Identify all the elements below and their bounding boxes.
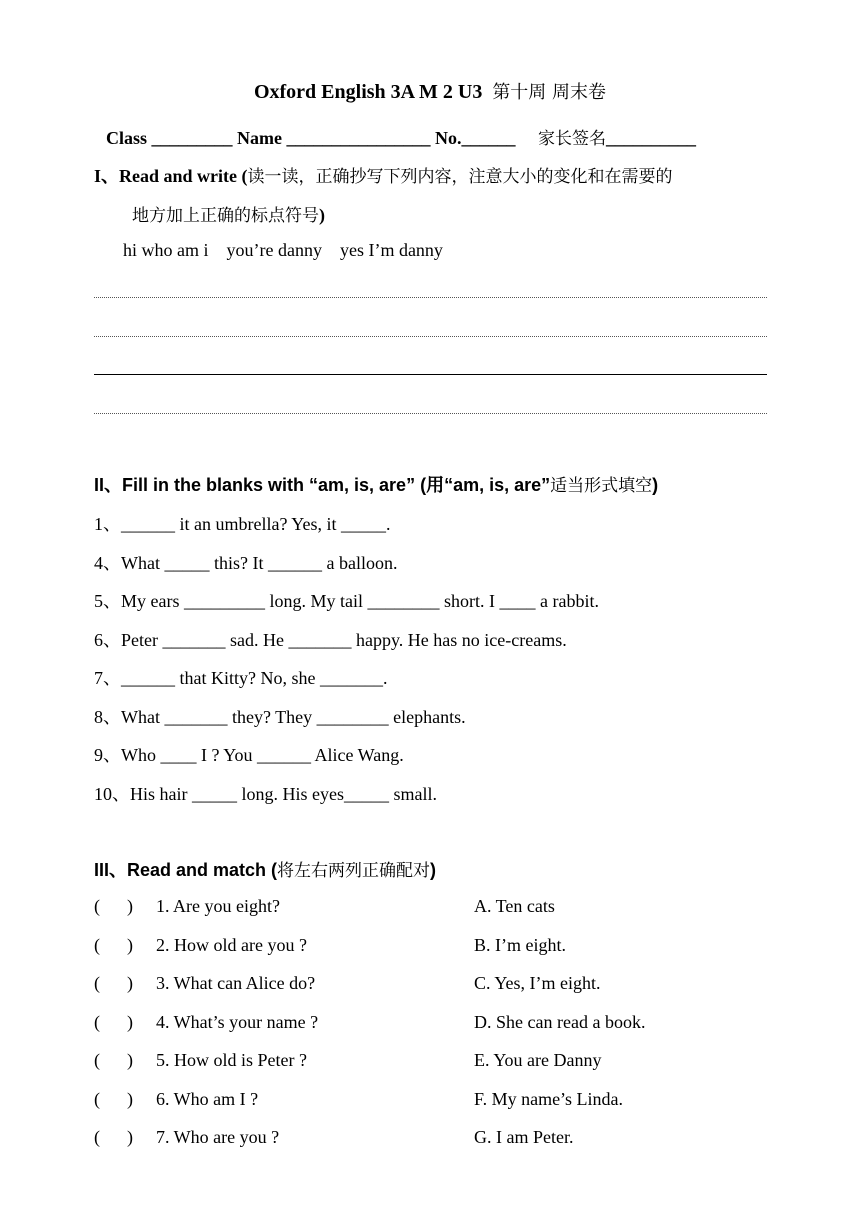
writing-line-dotted bbox=[94, 297, 767, 298]
match-question: 5. How old is Peter ? bbox=[156, 1050, 307, 1070]
answer-bracket: ( ) bbox=[94, 1012, 133, 1032]
fill-blank-question: 9、Who ____ I ? You ______ Alice Wang. bbox=[94, 745, 404, 765]
fill-blank-question: 1、______ it an umbrella? Yes, it _____. bbox=[94, 514, 391, 534]
match-question: 4. What’s your name ? bbox=[156, 1012, 319, 1032]
writing-line-dotted bbox=[94, 336, 767, 337]
section2-heading-cn: 适当形式填空 bbox=[550, 476, 653, 496]
section2-heading-close: ) bbox=[652, 475, 659, 495]
writing-line-dotted bbox=[94, 413, 767, 414]
fill-blank-question: 8、What _______ they? They ________ elephants. bbox=[94, 707, 466, 727]
student-info-line bbox=[106, 124, 696, 149]
fill-blank-question: 6、Peter _______ sad. He _______ happy. He has no ice-creams. bbox=[94, 630, 567, 650]
section3-heading-close: ) bbox=[430, 860, 437, 880]
match-question: 7. Who are you ? bbox=[156, 1127, 280, 1147]
section1-heading-cn-2: 地方加上正确的标点符号 bbox=[132, 206, 319, 226]
parent-signature-label: 家长签名 bbox=[538, 129, 606, 149]
section1-heading-continued bbox=[132, 201, 325, 226]
parent-signature-blank: __________ bbox=[606, 128, 696, 148]
answer-bracket: ( ) bbox=[94, 1089, 133, 1109]
fill-blank-question: 4、What _____ this? It ______ a balloon. bbox=[94, 553, 398, 573]
section1-heading bbox=[94, 162, 673, 188]
match-question: 2. How old are you ? bbox=[156, 935, 307, 955]
match-answer: C. Yes, I’m eight. bbox=[474, 973, 601, 993]
section1-heading-close: ) bbox=[319, 205, 325, 225]
match-answer: G. I am Peter. bbox=[474, 1127, 574, 1147]
section3-heading-en: III、Read and match ( bbox=[94, 860, 278, 880]
class-name-no-fields: Class _________ Name ________________ No.______ bbox=[106, 128, 516, 148]
section2-heading-en: II、Fill in the blanks with “am, is, are” (用“am, is, are” bbox=[94, 475, 551, 495]
section2-heading bbox=[94, 471, 658, 497]
answer-bracket: ( ) bbox=[94, 896, 133, 916]
page-title bbox=[0, 78, 860, 104]
title-english: Oxford English 3A M 2 U3 bbox=[253, 81, 483, 103]
section3-heading bbox=[94, 856, 436, 882]
section3-heading-cn: 将左右两列正确配对 bbox=[277, 861, 431, 881]
title-chinese: 第十周 周末卷 bbox=[492, 82, 607, 103]
match-question: 1. Are you eight? bbox=[156, 896, 280, 916]
answer-bracket: ( ) bbox=[94, 1127, 133, 1147]
fill-blank-question: 10、His hair _____ long. His eyes_____ small. bbox=[94, 784, 437, 804]
section1-heading-en: I、Read and write ( bbox=[94, 166, 248, 186]
answer-bracket: ( ) bbox=[94, 1050, 133, 1070]
match-answer: B. I’m eight. bbox=[474, 935, 566, 955]
copy-source-text: hi who am i you’re danny yes I’m danny bbox=[123, 240, 443, 260]
match-answer: E. You are Danny bbox=[474, 1050, 602, 1070]
match-answer: F. My name’s Linda. bbox=[474, 1089, 624, 1109]
match-question: 3. What can Alice do? bbox=[156, 973, 316, 993]
section1-heading-cn: 读一读，正确抄写下列内容，注意大小的变化和在需要的 bbox=[247, 167, 673, 187]
answer-bracket: ( ) bbox=[94, 935, 133, 955]
fill-blank-question: 5、My ears _________ long. My tail ________ short. I ____ a rabbit. bbox=[94, 591, 599, 611]
match-answer: A. Ten cats bbox=[474, 896, 555, 916]
match-answer: D. She can read a book. bbox=[474, 1012, 646, 1032]
match-question: 6. Who am I ? bbox=[156, 1089, 259, 1109]
answer-bracket: ( ) bbox=[94, 973, 133, 993]
writing-line-solid bbox=[94, 374, 767, 375]
fill-blank-question: 7、______ that Kitty? No, she _______. bbox=[94, 668, 388, 688]
